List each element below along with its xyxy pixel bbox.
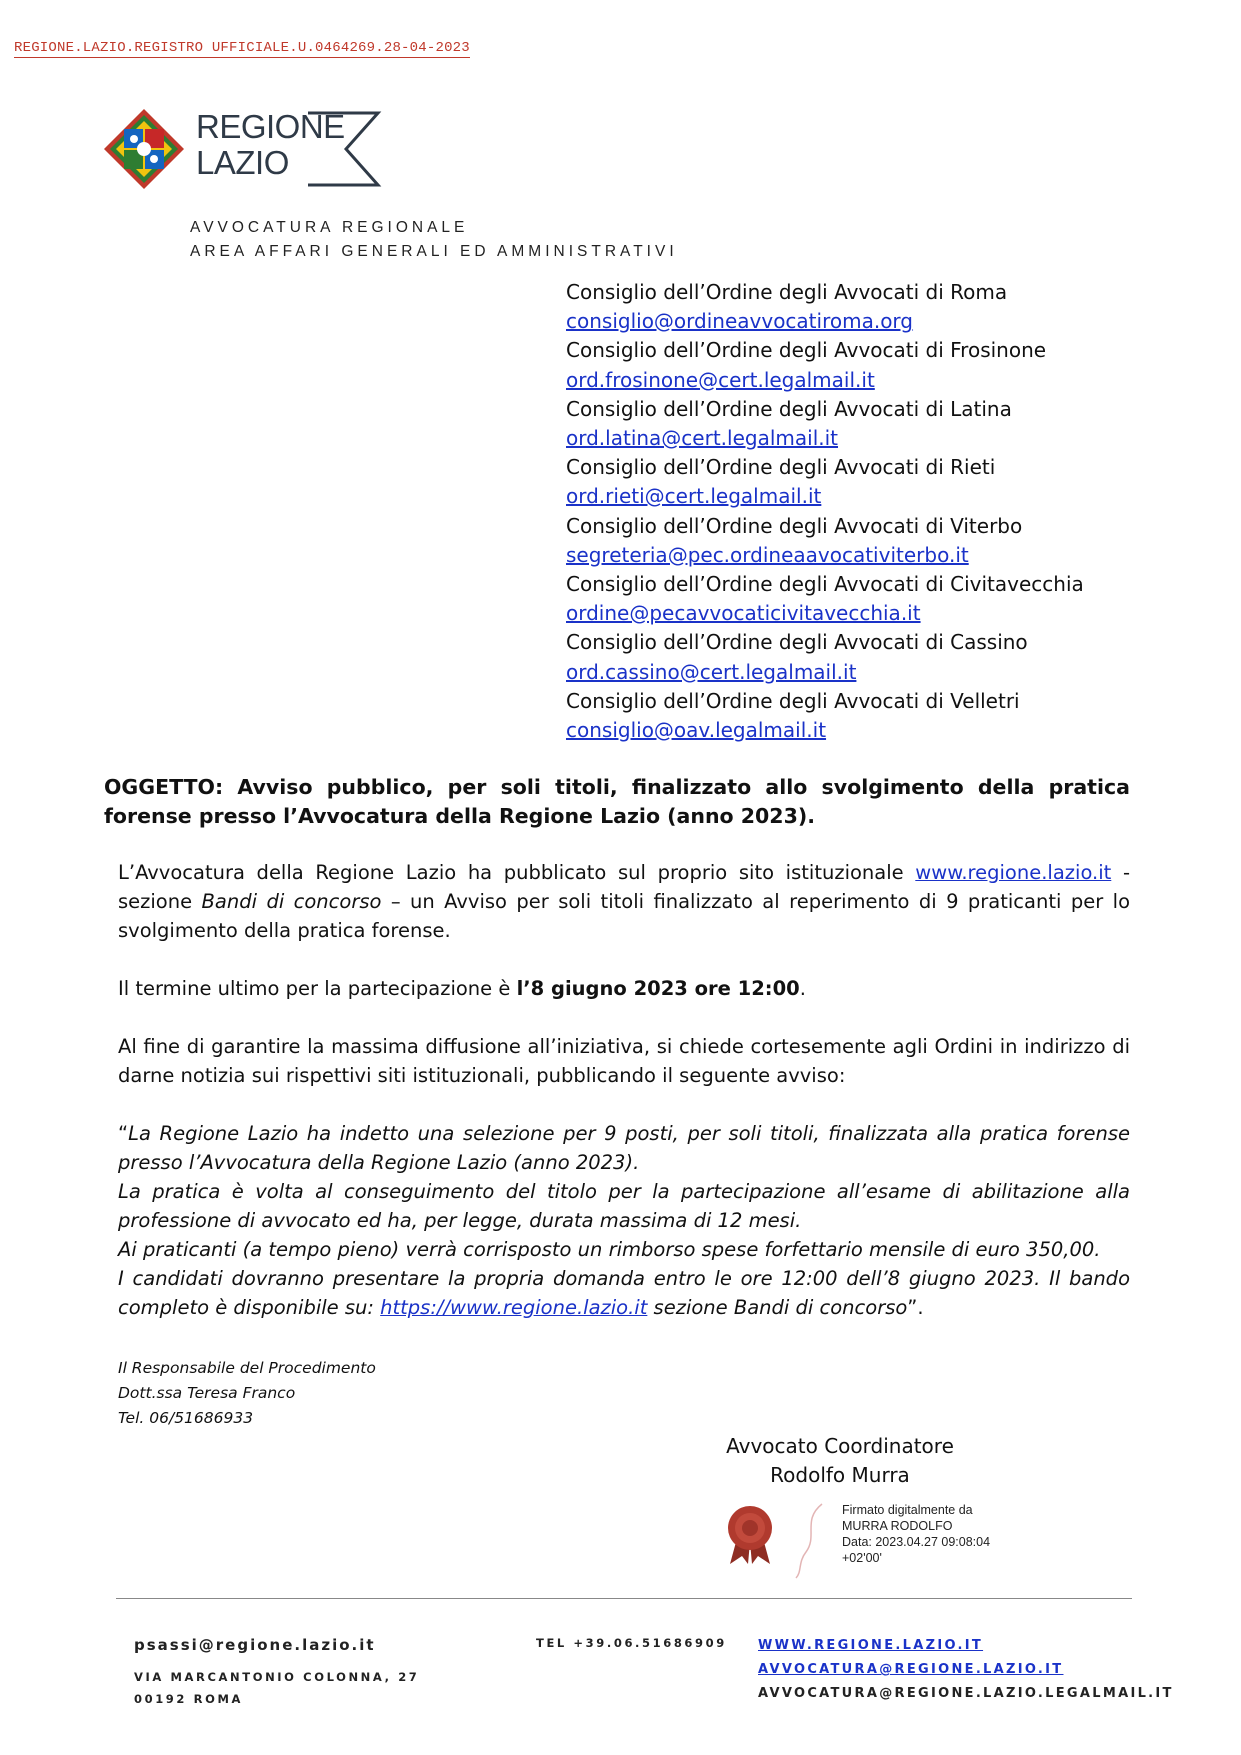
recipient-email-link[interactable]: ord.frosinone@cert.legalmail.it bbox=[566, 367, 875, 392]
recipient-email-link[interactable]: segreteria@pec.ordineaavocativiterbo.it bbox=[566, 542, 969, 567]
recipient-email-link[interactable]: consiglio@ordineavvocatiroma.org bbox=[566, 309, 914, 334]
text: . bbox=[799, 977, 806, 1000]
recipient-email-link[interactable]: ord.latina@cert.legalmail.it bbox=[566, 426, 839, 451]
department-name: AVVOCATURA REGIONALE bbox=[190, 219, 469, 236]
footer-divider bbox=[116, 1598, 1132, 1599]
recipient-name: Consiglio dell’Ordine degli Avvocati di Frosinone bbox=[566, 338, 1047, 363]
responsible-phone: Tel. 06/51686933 bbox=[118, 1409, 254, 1427]
recipient-name: Consiglio dell’Ordine degli Avvocati di Rieti bbox=[566, 455, 996, 480]
recipient-name: Consiglio dell’Ordine degli Avvocati di Cassino bbox=[566, 630, 1028, 655]
regione-website-link[interactable]: www.regione.lazio.it bbox=[915, 861, 1112, 884]
quote-line-2: La pratica è volta al conseguimento del titolo per la partecipazione all’esame di abilitazione alla professione di avvocato ed ha, per legge, durata massima di 12 mesi. bbox=[118, 1180, 1130, 1232]
footer-links bbox=[758, 1634, 1174, 1706]
signer-name: Rodolfo Murra bbox=[770, 1463, 910, 1487]
recipient-name: Consiglio dell’Ordine degli Avvocati di Viterbo bbox=[566, 513, 1023, 538]
text: – un Avviso per soli titoli finalizzato al reperimento di 9 praticanti per lo svolgimento della pratica forense. bbox=[118, 890, 1130, 942]
footer-email: psassi@regione.lazio.it bbox=[134, 1636, 376, 1654]
signature-stroke bbox=[792, 1500, 832, 1580]
text: Il termine ultimo per la partecipazione è bbox=[118, 977, 517, 1000]
recipient-email-link[interactable]: ord.cassino@cert.legalmail.it bbox=[566, 659, 857, 684]
text: - sezione bbox=[118, 861, 1130, 913]
protocol-number: REGIONE.LAZIO.REGISTRO UFFICIALE.U.0464269.28-04-2023 bbox=[14, 40, 470, 56]
responsible-block bbox=[118, 1356, 376, 1431]
regione-lazio-logo bbox=[102, 107, 422, 191]
responsible-name: Dott.ssa Teresa Franco bbox=[118, 1384, 296, 1402]
logo-chevron-icon bbox=[308, 107, 418, 191]
digital-signature-info bbox=[842, 1502, 990, 1566]
recipient-name: Consiglio dell’Ordine degli Avvocati di Roma bbox=[566, 280, 1008, 304]
text: L’Avvocatura della Regione Lazio ha pubblicato sul proprio sito istituzionale bbox=[118, 861, 916, 884]
recipient-email-link[interactable]: consiglio@oav.legalmail.it bbox=[566, 718, 827, 743]
responsible-title: Il Responsabile del Procedimento bbox=[118, 1359, 376, 1377]
recipient-name: Consiglio dell’Ordine degli Avvocati di Velletri bbox=[566, 688, 1020, 713]
quote-line-4 bbox=[118, 1264, 1130, 1322]
quote-line-1 bbox=[118, 1119, 1130, 1177]
signer-block bbox=[690, 1432, 990, 1490]
footer-phone: TEL +39.06.51686909 bbox=[536, 1636, 727, 1650]
signature-signer: MURRA RODOLFO bbox=[842, 1519, 953, 1533]
recipient-name: Consiglio dell’Ordine degli Avvocati di Latina bbox=[566, 396, 1012, 421]
text: sezione Bandi di concorso bbox=[647, 1296, 908, 1319]
quote-line-3: Ai praticanti (a tempo pieno) verrà corrisposto un rimborso spese forfettario mensile di euro 350,00. bbox=[118, 1238, 1101, 1261]
letter-body bbox=[118, 858, 1130, 1322]
paragraph-deadline bbox=[118, 974, 1130, 1003]
bando-link[interactable]: https://www.regione.lazio.it bbox=[380, 1296, 648, 1319]
regione-lazio-emblem-icon bbox=[102, 107, 186, 191]
recipient-email-link[interactable]: ordine@pecavvocaticivitavecchia.it bbox=[566, 601, 921, 626]
digital-seal-icon bbox=[722, 1502, 778, 1566]
quote-close: ”. bbox=[907, 1296, 924, 1319]
signature-timezone: +02'00' bbox=[842, 1551, 882, 1565]
footer-website-link[interactable]: WWW.REGIONE.LAZIO.IT bbox=[758, 1638, 984, 1653]
section-name: Bandi di concorso bbox=[201, 890, 382, 913]
paragraph-announcement bbox=[118, 858, 1130, 945]
recipient-name: Consiglio dell’Ordine degli Avvocati di Civitavecchia bbox=[566, 572, 1084, 597]
recipients-list bbox=[566, 278, 1126, 745]
quote-open: “ bbox=[118, 1122, 129, 1145]
recipient-email-link[interactable]: ord.rieti@cert.legalmail.it bbox=[566, 484, 822, 509]
footer-pec-address: AVVOCATURA@REGIONE.LAZIO.LEGALMAIL.IT bbox=[758, 1686, 1174, 1701]
paragraph-request: Al fine di garantire la massima diffusione all’iniziativa, si chiede cortesemente agli Ordini in indirizzo di darne notizia sui rispettivi siti istituzionali, pubblicando il seguente avviso: bbox=[118, 1035, 1130, 1087]
text: La Regione Lazio ha indetto una selezione per 9 posti, per soli titoli, finalizzata alla pratica forense presso l’Avvocatura della Regione Lazio (anno 2023). bbox=[118, 1122, 1130, 1174]
footer-address bbox=[134, 1666, 419, 1710]
footer-avvocatura-email-link[interactable]: AVVOCATURA@REGIONE.LAZIO.IT bbox=[758, 1662, 1064, 1677]
footer-city: 00192 ROMA bbox=[134, 1692, 243, 1706]
subject-heading: OGGETTO: Avviso pubblico, per soli titoli, finalizzato allo svolgimento della pratica forense presso l’Avvocatura della Regione Lazio (anno 2023). bbox=[104, 775, 1130, 828]
signer-role: Avvocato Coordinatore bbox=[726, 1434, 954, 1458]
department-header bbox=[190, 216, 678, 264]
department-area: AREA AFFARI GENERALI ED AMMINISTRATIVI bbox=[190, 243, 678, 260]
signature-date: Data: 2023.04.27 09:08:04 bbox=[842, 1535, 991, 1549]
logo-line-1: REGIONE bbox=[196, 108, 345, 145]
text: I candidati dovranno presentare la propria domanda entro le ore 12:00 dell’8 giugno 2023. Il bando completo è disponibile su: bbox=[118, 1267, 1130, 1319]
signature-label: Firmato digitalmente da bbox=[842, 1503, 973, 1517]
logo-line-2: LAZIO bbox=[196, 144, 289, 181]
deadline-date: l’8 giugno 2023 ore 12:00 bbox=[516, 977, 800, 1000]
footer-street: VIA MARCANTONIO COLONNA, 27 bbox=[134, 1670, 420, 1684]
